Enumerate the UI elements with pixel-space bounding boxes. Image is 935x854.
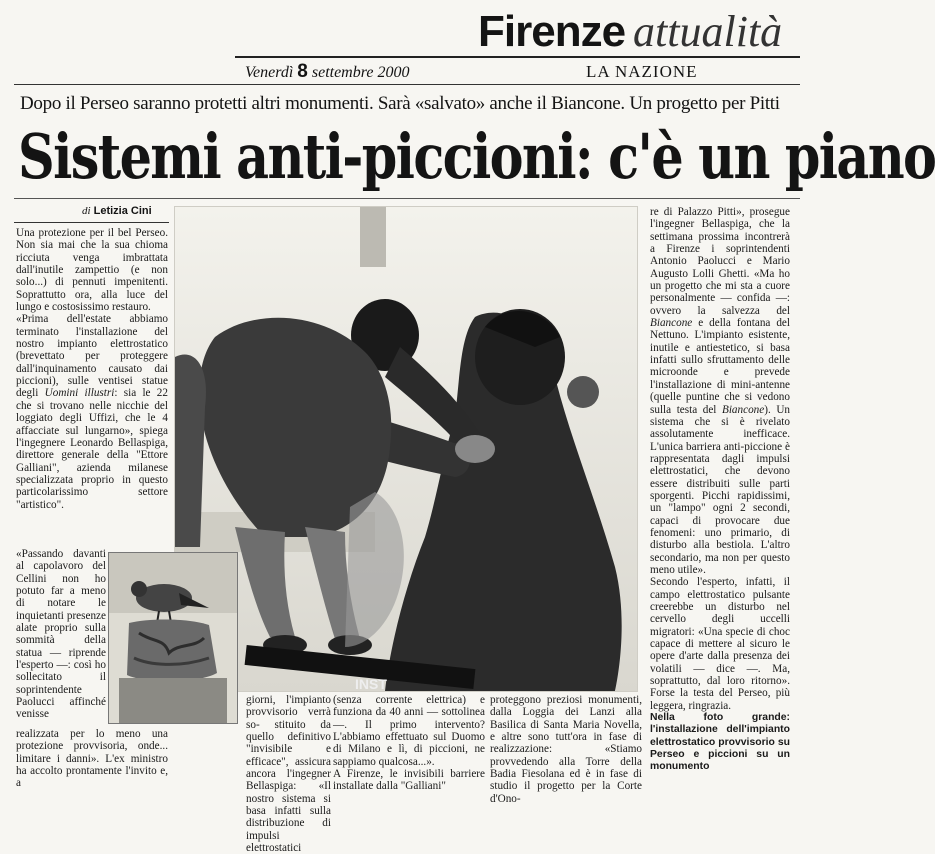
- text-span: re di Palazzo Pitti», prosegue l'ingegner Bellaspiga, che la settimana prossima incontrerà a Firenze i soprintendenti Antonio Paolucci e Mario Augusto Lolli Ghetti. «Ma ho un progetto che mi sta a cuore personalmente — confida —: ovvero la salvezza del: [650, 206, 790, 317]
- article-column-3: [333, 694, 485, 820]
- text-span: e della fontana del Nettuno. L'impianto esistente, inutile e antiestetico, si basa infatti sullo sfruttamento delle microonde e prevede l'installazione di mini-antenne (quelle puntine che si vedono sulla testa del: [650, 317, 791, 416]
- byline-rule: [14, 222, 169, 223]
- byline: [82, 205, 152, 217]
- paragraph: A Firenze, le invisibili barriere installate dalla "Galliani": [333, 768, 485, 793]
- italic-name: Biancone: [721, 403, 765, 416]
- text-span: : sia le 22 che si trovano nelle nicchie del loggiato degli Uffizi, che le 4 affacciate sul lungarno», spiega l'ingegnere Leonardo Bellaspiga, direttore generale della "Ettore Galliani", azienda milanese specializzata proprio in questo particolarissimo settore "artistico".: [16, 387, 168, 511]
- article-column-1-narrow: [16, 548, 106, 728]
- header-divider: [14, 84, 800, 85]
- masthead-rule: [235, 56, 800, 58]
- text-span: ). Un sistema che si è rivelato assolutamente inefficace. L'unica barriera anti-piccione è rappresentata dagli impulsi elettrostatici, che devono essere distribuiti sulle parti sporgenti. Picchi rapidissimi, un "lampo" ogni 2 secondi, capaci di provocare due fenomeni: uno primario, di disturbo alla bestiola. L'altro secondario, ma non per questo meno utile».: [650, 403, 790, 576]
- paragraph: [650, 206, 790, 576]
- text-span: stituito da quello definitivo "invisibile e efficace", assicura ancora l'ingegner Bellaspiga: «Il nostro sistema si basa infatti sulla distribuzione di impulsi elettrostatici: [246, 718, 331, 854]
- italic-title: Uomini illustri: [44, 387, 115, 400]
- paragraph: [16, 313, 168, 511]
- photo-sign: INST: [355, 676, 387, 692]
- byline-prefix: di: [82, 205, 91, 217]
- paragraph: Secondo l'esperto, infatti, il campo elettrostatico pulsante creerebbe un disturbo nel cervello degli uccelli migratori: «Una specie di choc capace di mettere al sicuro le opere d'arte dalla presenza dei volatili — dice —. Ma, soprattutto, dal loro ritorno». Forse la testa del Perseo, più leggera, ringrazia.: [650, 576, 790, 712]
- paragraph: (senza corrente elettrica) e funziona da 40 anni — sottolinea —. Il primo intervento? L'abbiamo effettuato sul Duomo di Milano e lì, di piccioni, ne sappiamo qualcosa...».: [333, 694, 485, 768]
- article-column-2: [246, 694, 331, 854]
- article-kicker: Dopo il Perseo saranno protetti altri monumenti. Sarà «salvato» anche il Biancone. Un progetto per Pitti: [20, 93, 780, 114]
- photo-caption: Nella foto grande: l'installazione dell'impianto elettrostatico provvisorio su Perseo e piccioni su un monumento: [650, 712, 790, 772]
- date-weekday: Venerdì: [245, 64, 294, 81]
- paragraph: proteggono preziosi monumenti, dalla Loggia dei Lanzi alla Basilica di Santa Maria Novella, e altre sono tutt'ora in fase di realizzazione: «Stiamo provvedendo alla Torre della Badia Fiesolana ed è in fase di studio il progetto per la Corte d'Ono-: [490, 694, 642, 805]
- paragraph: «Passando davanti al capolavoro del Cellini non ho potuto far a meno di notare le inquietanti presenze alate proprio sulla sommità della statua — riprende l'esperto —: così ho sollecitato il soprintendente Paolucci affinché venisse: [16, 548, 106, 721]
- byline-author: Letizia Cini: [93, 205, 152, 217]
- pigeon-photo: [108, 552, 238, 724]
- paragraph: Una protezione per il bel Perseo. Non sia mai che la sua chioma ricciuta venga imbrattata dall'inutile zampettio (e non solo...) di pennuti impenitenti. Soprattutto ora, alla luce del lungo e costosissimo restauro.: [16, 227, 168, 314]
- section-subname: attualità: [633, 7, 783, 56]
- text-span: «Prima dell'estate abbiamo terminato l'installazione del nostro impianto elettrostatico (brevettato per proteggere dall'inquinamento causato dai piccioni), sulle ventisei statue degli: [16, 313, 168, 400]
- date-month-year: settembre 2000: [311, 64, 410, 81]
- pigeon-illustration: [109, 553, 237, 723]
- italic-name: Biancone: [650, 317, 693, 330]
- article-column-right: [650, 206, 790, 820]
- section-name: Firenze: [478, 7, 626, 56]
- main-photo: [174, 206, 638, 692]
- statue-worker-illustration: [175, 207, 637, 691]
- text-span: giorni, l'impianto provvisorio verrà so-: [246, 694, 331, 731]
- headline-divider: [14, 198, 800, 199]
- article-column-1-bottom: [16, 728, 168, 820]
- issue-date: [245, 61, 409, 83]
- newspaper-name: LA NAZIONE: [586, 62, 698, 81]
- paragraph: [246, 694, 331, 854]
- paragraph: realizzata per lo meno una protezione provvisoria, onde... limitare i danni». L'ex ministro ha accolto prontamente l'invito e, a: [16, 728, 168, 790]
- article-column-1: [16, 227, 168, 547]
- section-title: [478, 8, 782, 56]
- article-column-4: [490, 694, 642, 820]
- date-day: 8: [297, 61, 308, 82]
- article-headline: Sistemi anti-piccioni: c'è un piano: [18, 120, 935, 193]
